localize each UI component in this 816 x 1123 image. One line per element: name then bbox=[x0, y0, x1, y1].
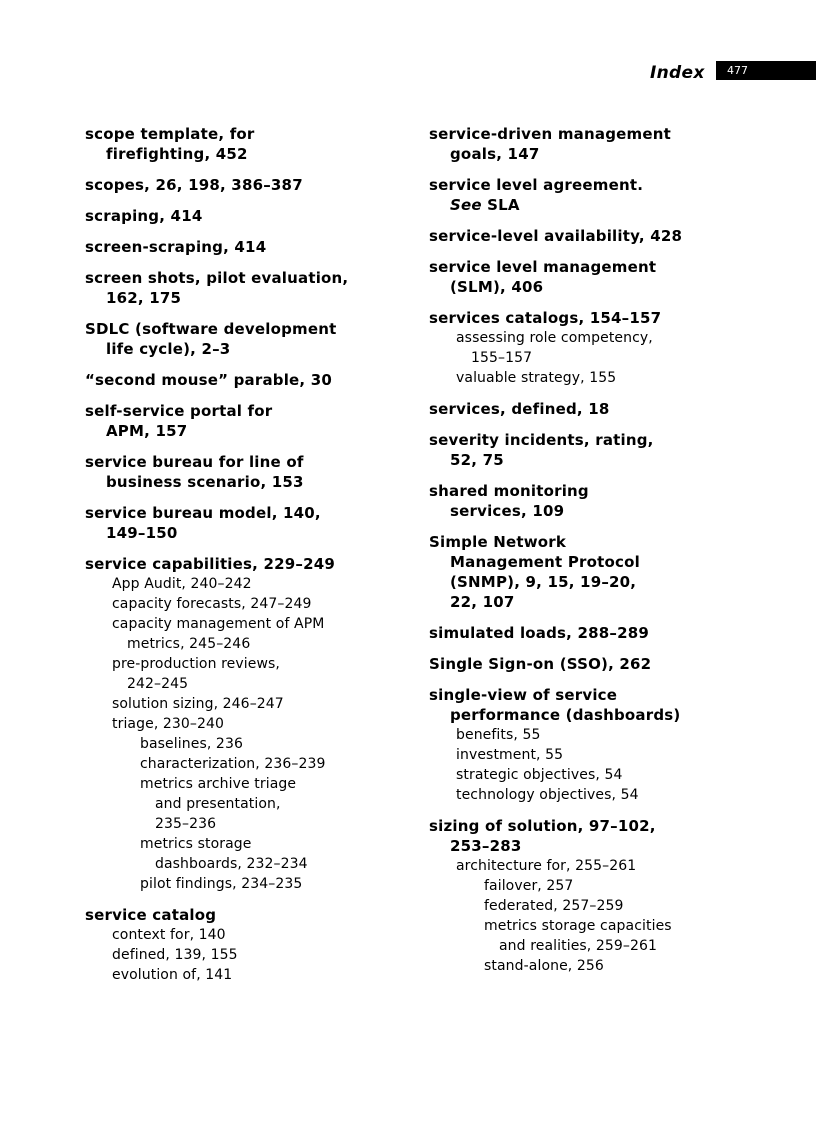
index-entry-group bbox=[85, 905, 405, 985]
index-entry-group bbox=[429, 308, 729, 388]
index-subentry: capacity forecasts, 247–249 bbox=[112, 596, 312, 612]
index-subsubentry: failover, 257 bbox=[484, 878, 574, 894]
index-subentry: technology objectives, 54 bbox=[456, 787, 639, 803]
index-subentry: context for, 140 bbox=[112, 927, 226, 943]
index-entry: sizing of solution, 97–102, 253–283 bbox=[429, 817, 656, 855]
index-entry: severity incidents, rating, 52, 75 bbox=[429, 431, 654, 469]
index-subsubentry: pilot findings, 234–235 bbox=[140, 876, 303, 892]
index-subentry: capacity management of APM metrics, 245–246 bbox=[112, 616, 325, 652]
index-subentry: investment, 55 bbox=[456, 747, 564, 763]
index-subsubentry: federated, 257–259 bbox=[484, 898, 624, 914]
index-subentry: triage, 230–240 bbox=[112, 716, 225, 732]
page-number: 477 bbox=[727, 64, 748, 77]
index-entry: service level management (SLM), 406 bbox=[429, 258, 657, 296]
index-entry: SDLC (software development life cycle), 2–3 bbox=[85, 320, 337, 358]
index-entry: self-service portal for APM, 157 bbox=[85, 402, 273, 440]
index-subentry: solution sizing, 246–247 bbox=[112, 696, 284, 712]
index-entry: services, defined, 18 bbox=[429, 400, 610, 418]
index-entry: single-view of service performance (dashboards) bbox=[429, 686, 681, 724]
index-subentry: strategic objectives, 54 bbox=[456, 767, 623, 783]
index-subsubentry: stand-alone, 256 bbox=[484, 958, 604, 974]
index-entry: service capabilities, 229–249 bbox=[85, 555, 335, 573]
index-entry: scraping, 414 bbox=[85, 207, 203, 225]
index-entry: service-driven management goals, 147 bbox=[429, 125, 671, 163]
index-entry: service bureau model, 140, 149–150 bbox=[85, 504, 321, 542]
running-header-title: Index bbox=[650, 63, 705, 83]
page-number-box bbox=[716, 61, 816, 80]
index-entry: screen-scraping, 414 bbox=[85, 238, 267, 256]
index-entry-group bbox=[429, 685, 729, 805]
index-entry-group bbox=[85, 554, 405, 894]
index-subentry: benefits, 55 bbox=[456, 727, 541, 743]
index-entry: scope template, for firefighting, 452 bbox=[85, 125, 255, 163]
index-entry: service bureau for line of business scenario, 153 bbox=[85, 453, 304, 491]
index-entry: service catalog bbox=[85, 906, 217, 924]
index-subsubentry: characterization, 236–239 bbox=[140, 756, 326, 772]
index-subentry: App Audit, 240–242 bbox=[112, 576, 252, 592]
index-subsubentry: metrics archive triage and presentation, 235–236 bbox=[140, 776, 297, 832]
index-entry: “second mouse” parable, 30 bbox=[85, 371, 333, 389]
index-entry: shared monitoring services, 109 bbox=[429, 482, 589, 520]
index-entry: service level agreement. See SLA bbox=[429, 176, 644, 214]
index-entry: simulated loads, 288–289 bbox=[429, 624, 650, 642]
index-subsubentry: baselines, 236 bbox=[140, 736, 243, 752]
index-subsubentry: metrics storage capacities and realities, 259–261 bbox=[484, 918, 672, 954]
index-subentry: valuable strategy, 155 bbox=[456, 370, 617, 386]
index-subentry: pre-production reviews, 242–245 bbox=[112, 656, 280, 692]
index-subentry: evolution of, 141 bbox=[112, 967, 233, 983]
index-column-left bbox=[85, 124, 405, 996]
index-entry: screen shots, pilot evaluation, 162, 175 bbox=[85, 269, 349, 307]
index-entry: Simple Network Management Protocol (SNMP), 9, 15, 19–20, 22, 107 bbox=[429, 533, 640, 611]
index-subentry: defined, 139, 155 bbox=[112, 947, 238, 963]
index-entry: Single Sign-on (SSO), 262 bbox=[429, 655, 652, 673]
index-subentry: assessing role competency, 155–157 bbox=[456, 330, 653, 366]
index-entry: scopes, 26, 198, 386–387 bbox=[85, 176, 303, 194]
see-reference-label: See bbox=[450, 196, 482, 214]
index-subsubentry: metrics storage dashboards, 232–234 bbox=[140, 836, 308, 872]
index-entry-group bbox=[429, 816, 729, 976]
index-column-right bbox=[429, 124, 729, 987]
index-entry: services catalogs, 154–157 bbox=[429, 309, 662, 327]
index-entry: service-level availability, 428 bbox=[429, 227, 683, 245]
index-subentry: architecture for, 255–261 bbox=[456, 858, 637, 874]
